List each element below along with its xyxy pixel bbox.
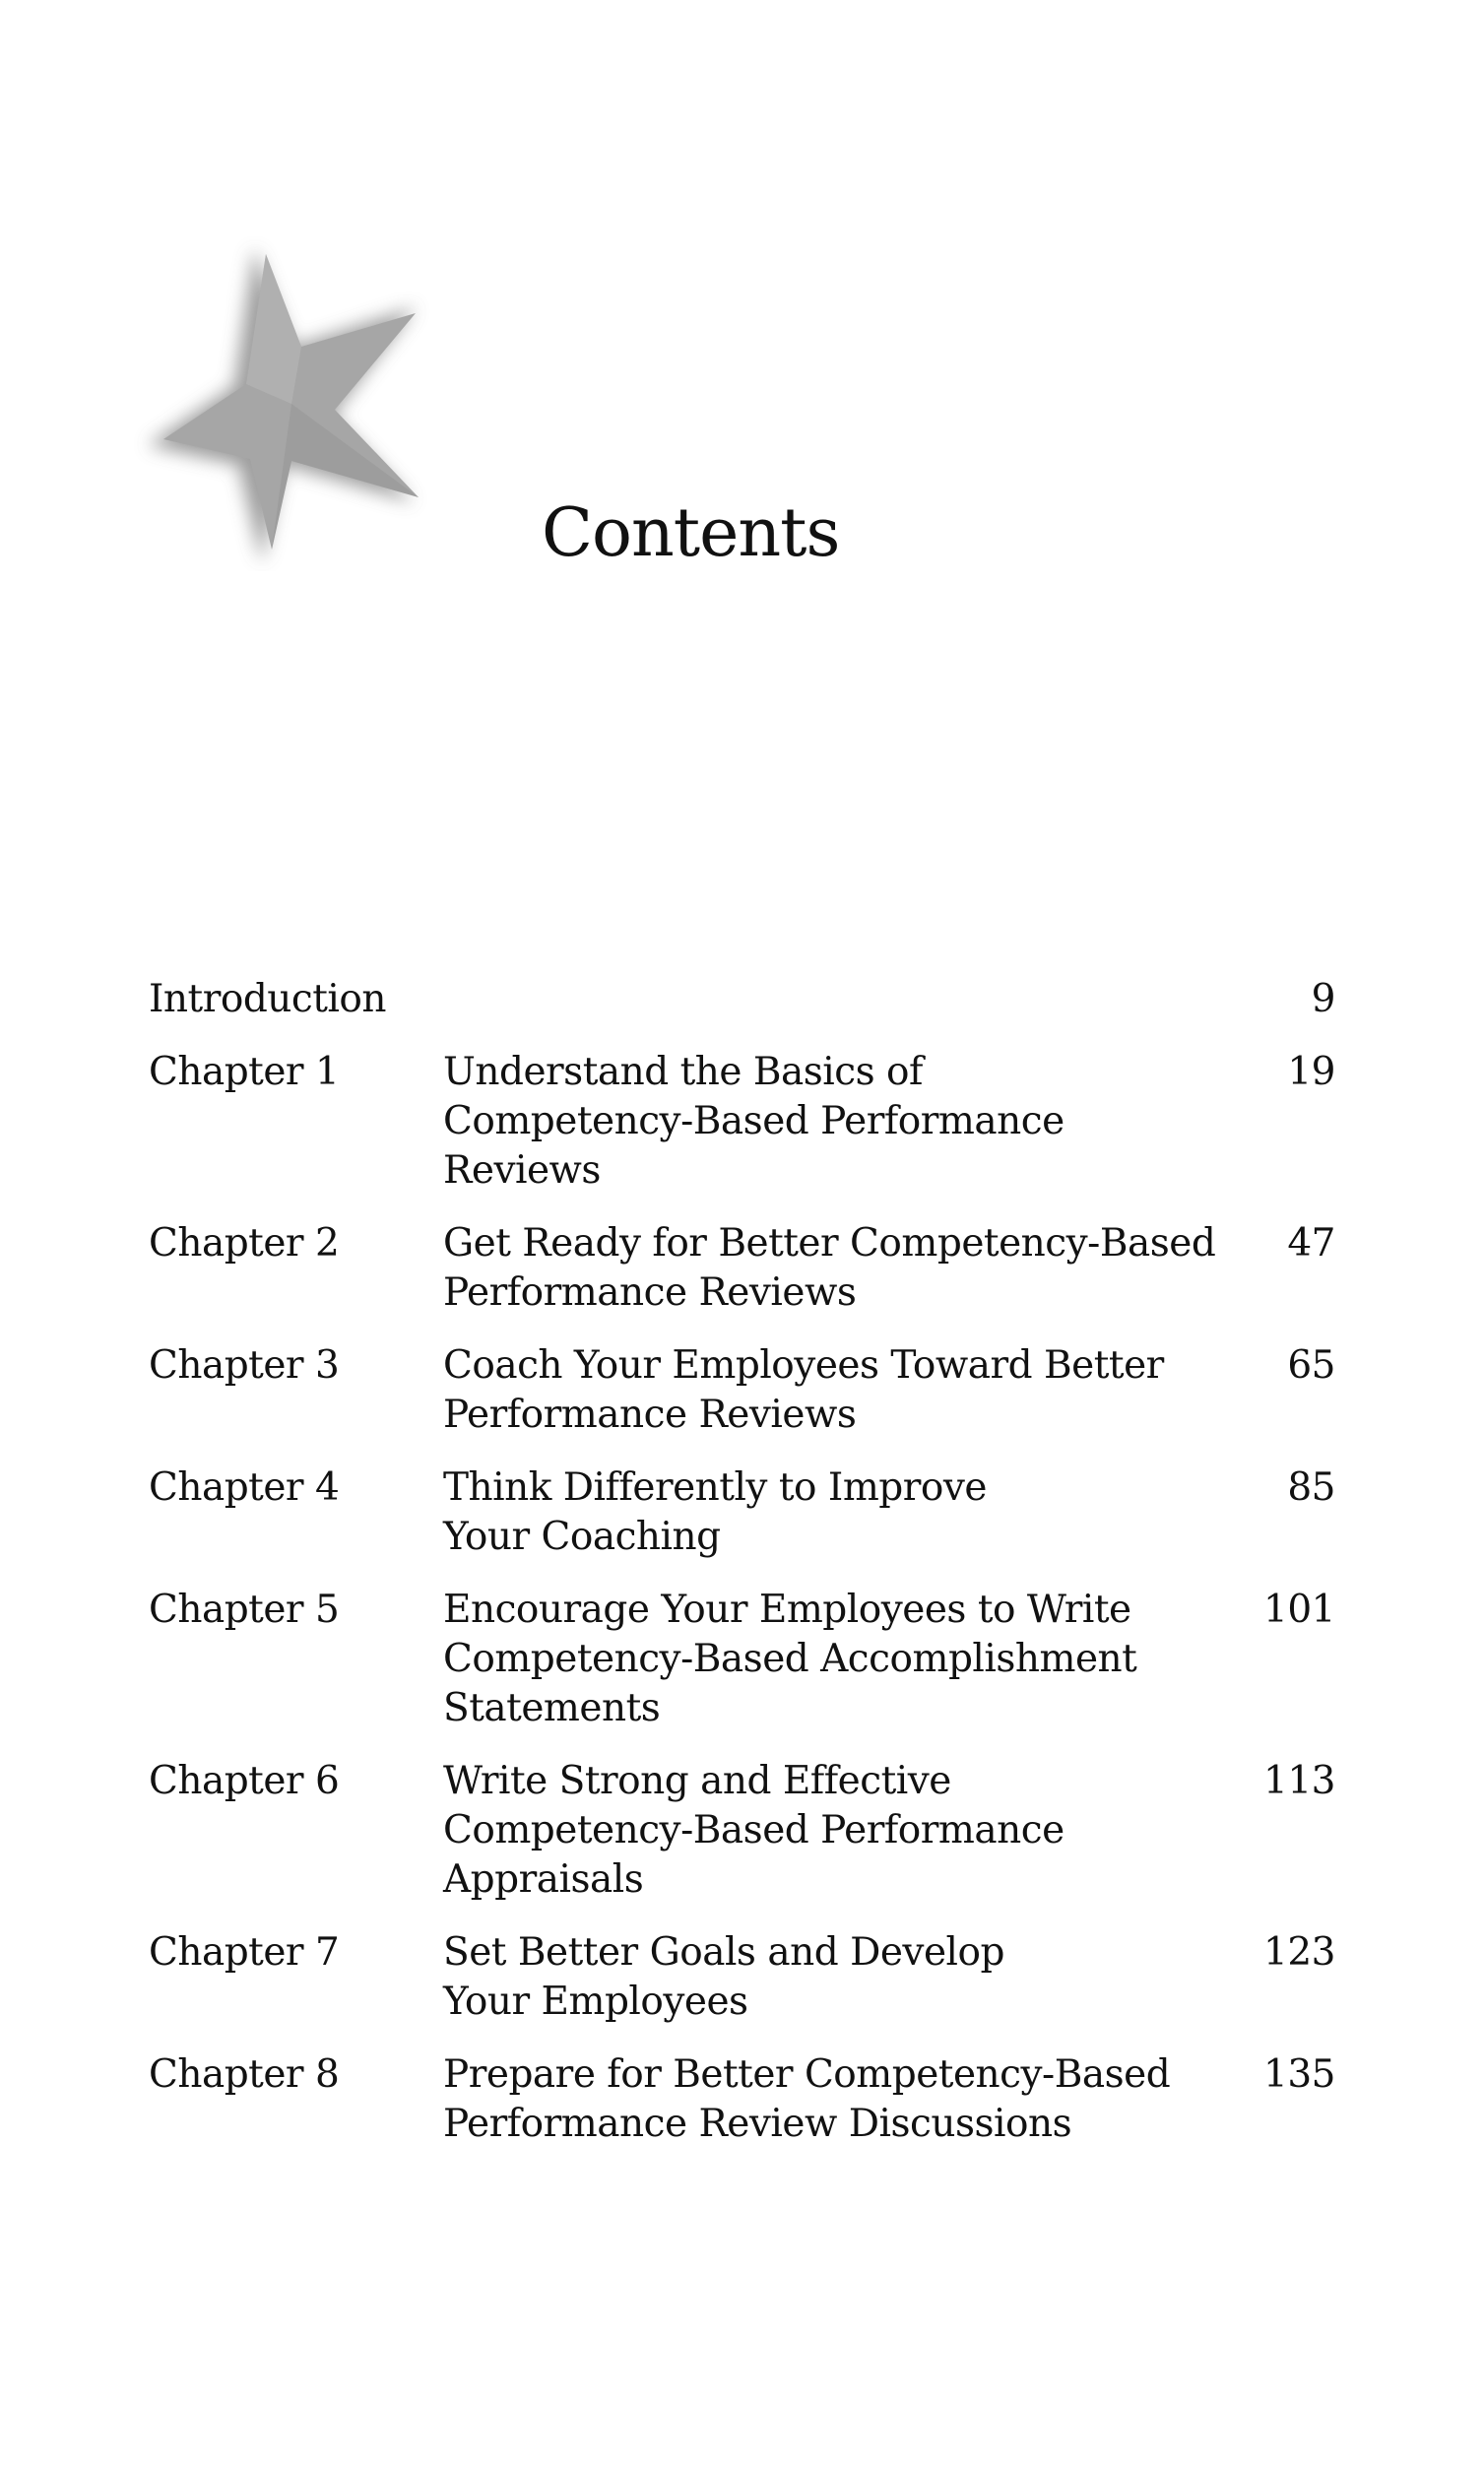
toc-title-line: Understand the Basics of [443,1050,923,1094]
toc-page-number: 101 [1263,1588,1335,1632]
toc-title [443,1463,1231,1562]
toc-title-line: Your Coaching [443,1515,721,1559]
toc-title-line: Get Ready for Better Competency-Based [443,1221,1216,1266]
toc-title [443,1341,1231,1440]
toc-row-chapter-4[interactable] [149,1463,1335,1562]
toc-row-introduction[interactable] [149,975,1335,1024]
toc-title-line: Your Employees [443,1980,748,2024]
toc-title-line: Set Better Goals and Develop [443,1930,1004,1975]
toc-title-line: Prepare for Better Competency-Based [443,2052,1171,2097]
toc-title [443,1219,1231,1318]
toc-title [443,1928,1231,2027]
toc-row-chapter-7[interactable] [149,1928,1335,2027]
toc-title [443,2050,1231,2149]
toc-title-line: Performance Review Discussions [443,2102,1072,2146]
toc-page-number: 123 [1263,1930,1335,1975]
toc-title-line: Encourage Your Employees to Write [443,1588,1131,1632]
toc-title-line: Competency-Based Accomplishment [443,1637,1137,1681]
toc-label: Chapter 5 [149,1588,340,1632]
page-title: Contents [542,494,840,572]
toc-title [443,1586,1231,1733]
star-icon [128,236,443,571]
toc-page-number: 85 [1287,1465,1335,1510]
toc-title-line: Performance Reviews [443,1270,857,1315]
toc-row-chapter-3[interactable] [149,1341,1335,1440]
toc-title-line: Competency-Based Performance Reviews [443,1099,1065,1193]
toc-row-chapter-1[interactable] [149,1048,1335,1196]
toc-label: Chapter 4 [149,1465,340,1510]
toc-label: Chapter 3 [149,1343,340,1388]
toc-row-chapter-8[interactable] [149,2050,1335,2149]
toc-row-chapter-2[interactable] [149,1219,1335,1318]
toc-label: Introduction [149,977,386,1021]
toc-label: Chapter 1 [149,1050,340,1094]
toc-page-number: 113 [1263,1759,1335,1803]
toc-page-number: 9 [1311,977,1335,1021]
table-of-contents [149,975,1335,2173]
toc-page-number: 47 [1287,1221,1335,1266]
toc-title [443,1757,1231,1905]
toc-label: Chapter 8 [149,2052,340,2097]
toc-title-line: Performance Reviews [443,1393,857,1437]
toc-title [443,1048,1231,1196]
toc-label: Chapter 7 [149,1930,340,1975]
toc-page-number: 65 [1287,1343,1335,1388]
toc-row-chapter-5[interactable] [149,1586,1335,1733]
toc-title-line: Statements [443,1686,661,1730]
toc-title-line: Coach Your Employees Toward Better [443,1343,1164,1388]
toc-label: Chapter 6 [149,1759,340,1803]
toc-title-line: Competency-Based Performance [443,1808,1065,1852]
toc-label: Chapter 2 [149,1221,340,1266]
toc-title-line: Think Differently to Improve [443,1465,987,1510]
toc-title-line: Write Strong and Effective [443,1759,951,1803]
toc-title-line: Appraisals [443,1857,644,1902]
toc-page-number: 135 [1263,2052,1335,2097]
toc-row-chapter-6[interactable] [149,1757,1335,1905]
toc-page-number: 19 [1287,1050,1335,1094]
